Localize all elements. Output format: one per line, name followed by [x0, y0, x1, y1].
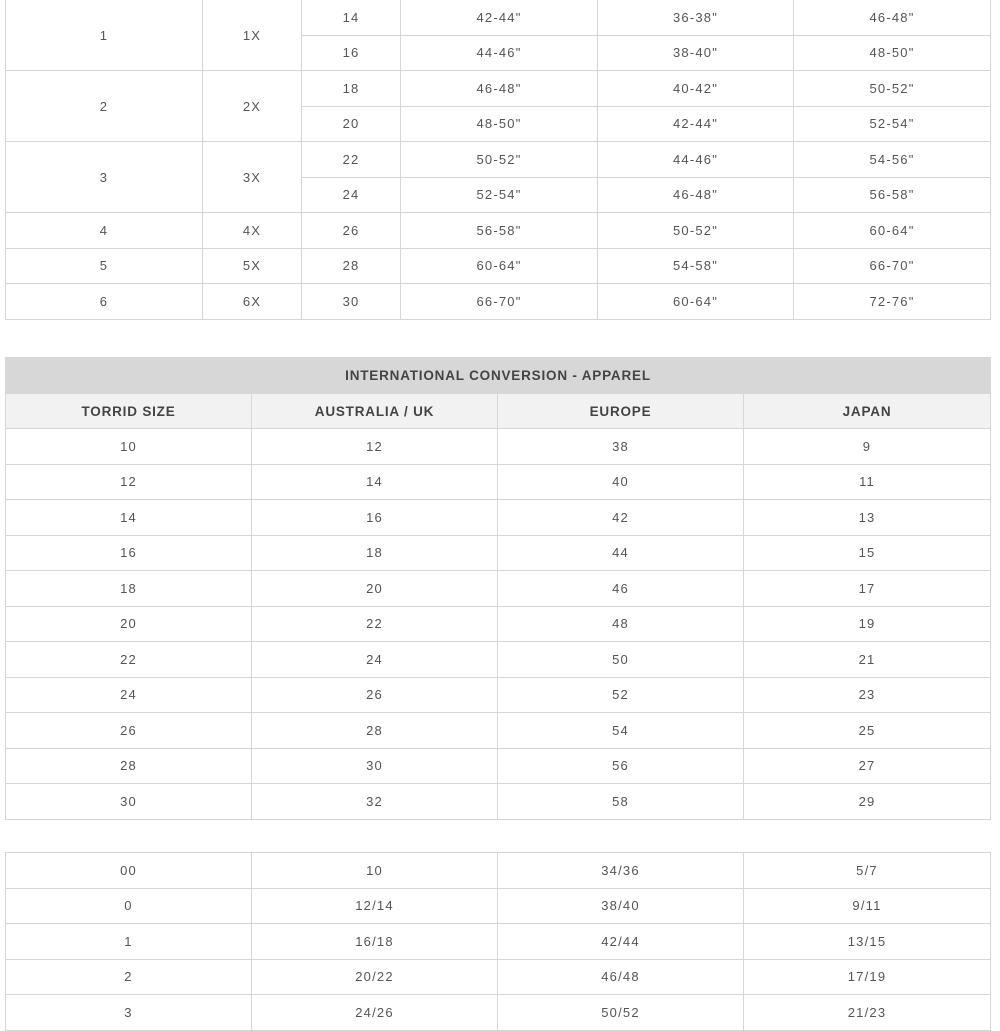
- bust-cell: 66-70": [401, 284, 598, 320]
- us-size-cell: 30: [302, 284, 401, 320]
- table-row: [6, 924, 991, 960]
- europe-cell: 58: [498, 784, 744, 820]
- europe-cell: 52: [498, 677, 744, 713]
- us-size-cell: 14: [302, 0, 401, 35]
- table-row: [6, 748, 991, 784]
- australia-uk-cell: 26: [252, 677, 498, 713]
- international-conversion-table: [5, 357, 991, 820]
- table-row: [6, 71, 991, 107]
- torrid-size-cell: 28: [6, 748, 252, 784]
- japan-cell: 29: [744, 784, 991, 820]
- column-header-japan: JAPAN: [744, 394, 991, 429]
- torrid-size-cell: 24: [6, 677, 252, 713]
- us-size-cell: 16: [302, 35, 401, 71]
- table-row: [6, 535, 991, 571]
- europe-cell: 40: [498, 464, 744, 500]
- letter-size-cell: 2X: [203, 71, 302, 142]
- europe-cell: 34/36: [498, 853, 744, 889]
- torrid-size-cell: 10: [6, 429, 252, 465]
- table-row: [6, 642, 991, 678]
- table-row: [6, 571, 991, 607]
- torrid-size-cell: 5: [6, 248, 203, 284]
- waist-cell: 50-52": [598, 213, 794, 249]
- europe-cell: 56: [498, 748, 744, 784]
- torrid-size-cell: 3: [6, 142, 203, 213]
- torrid-size-cell: 26: [6, 713, 252, 749]
- australia-uk-cell: 22: [252, 606, 498, 642]
- torrid-size-cell: 1: [6, 0, 203, 71]
- australia-uk-cell: 16: [252, 500, 498, 536]
- australia-uk-cell: 30: [252, 748, 498, 784]
- hip-cell: 60-64": [794, 213, 991, 249]
- table-row: [6, 677, 991, 713]
- australia-uk-cell: 20/22: [252, 959, 498, 995]
- torrid-size-cell: 1: [6, 924, 252, 960]
- japan-cell: 17/19: [744, 959, 991, 995]
- europe-cell: 38/40: [498, 888, 744, 924]
- bust-cell: 42-44": [401, 0, 598, 35]
- torrid-size-cell: 20: [6, 606, 252, 642]
- europe-cell: 46: [498, 571, 744, 607]
- letter-size-cell: 5X: [203, 248, 302, 284]
- table-row: [6, 853, 991, 889]
- europe-cell: 54: [498, 713, 744, 749]
- waist-cell: 60-64": [598, 284, 794, 320]
- us-size-cell: 26: [302, 213, 401, 249]
- hip-cell: 54-56": [794, 142, 991, 178]
- column-header-europe: EUROPE: [498, 394, 744, 429]
- torrid-size-cell: 14: [6, 500, 252, 536]
- waist-cell: 46-48": [598, 177, 794, 213]
- table-row: [6, 959, 991, 995]
- australia-uk-cell: 28: [252, 713, 498, 749]
- torrid-size-cell: 4: [6, 213, 203, 249]
- us-size-cell: 18: [302, 71, 401, 107]
- hip-cell: 56-58": [794, 177, 991, 213]
- hip-cell: 48-50": [794, 35, 991, 71]
- europe-cell: 38: [498, 429, 744, 465]
- letter-size-cell: 1X: [203, 0, 302, 71]
- europe-cell: 48: [498, 606, 744, 642]
- size-measurement-table: [5, 0, 991, 320]
- bust-cell: 48-50": [401, 106, 598, 142]
- us-size-cell: 20: [302, 106, 401, 142]
- table-title: INTERNATIONAL CONVERSION - APPAREL: [6, 358, 991, 394]
- australia-uk-cell: 24/26: [252, 995, 498, 1031]
- hip-cell: 66-70": [794, 248, 991, 284]
- australia-uk-cell: 24: [252, 642, 498, 678]
- small-size-conversion-table: [5, 852, 991, 1031]
- bust-cell: 60-64": [401, 248, 598, 284]
- hip-cell: 46-48": [794, 0, 991, 35]
- japan-cell: 9/11: [744, 888, 991, 924]
- torrid-size-cell: 2: [6, 71, 203, 142]
- us-size-cell: 24: [302, 177, 401, 213]
- letter-size-cell: 4X: [203, 213, 302, 249]
- japan-cell: 5/7: [744, 853, 991, 889]
- torrid-size-cell: 30: [6, 784, 252, 820]
- table-row: [6, 606, 991, 642]
- bust-cell: 52-54": [401, 177, 598, 213]
- japan-cell: 23: [744, 677, 991, 713]
- europe-cell: 44: [498, 535, 744, 571]
- table-row: [6, 888, 991, 924]
- column-header-torrid-size: TORRID SIZE: [6, 394, 252, 429]
- torrid-size-cell: 00: [6, 853, 252, 889]
- japan-cell: 17: [744, 571, 991, 607]
- europe-cell: 50/52: [498, 995, 744, 1031]
- us-size-cell: 28: [302, 248, 401, 284]
- australia-uk-cell: 20: [252, 571, 498, 607]
- table-row: [6, 784, 991, 820]
- table-row: [6, 284, 991, 320]
- hip-cell: 50-52": [794, 71, 991, 107]
- torrid-size-cell: 2: [6, 959, 252, 995]
- australia-uk-cell: 12/14: [252, 888, 498, 924]
- australia-uk-cell: 32: [252, 784, 498, 820]
- hip-cell: 52-54": [794, 106, 991, 142]
- table-row: [6, 0, 991, 35]
- table-row: [6, 713, 991, 749]
- column-header-australia-uk: AUSTRALIA / UK: [252, 394, 498, 429]
- europe-cell: 46/48: [498, 959, 744, 995]
- table-row: [6, 464, 991, 500]
- japan-cell: 15: [744, 535, 991, 571]
- japan-cell: 25: [744, 713, 991, 749]
- torrid-size-cell: 3: [6, 995, 252, 1031]
- bust-cell: 46-48": [401, 71, 598, 107]
- australia-uk-cell: 14: [252, 464, 498, 500]
- australia-uk-cell: 18: [252, 535, 498, 571]
- letter-size-cell: 6X: [203, 284, 302, 320]
- torrid-size-cell: 18: [6, 571, 252, 607]
- hip-cell: 72-76": [794, 284, 991, 320]
- australia-uk-cell: 10: [252, 853, 498, 889]
- waist-cell: 44-46": [598, 142, 794, 178]
- japan-cell: 21: [744, 642, 991, 678]
- table-row: [6, 500, 991, 536]
- us-size-cell: 22: [302, 142, 401, 178]
- torrid-size-cell: 0: [6, 888, 252, 924]
- japan-cell: 11: [744, 464, 991, 500]
- japan-cell: 19: [744, 606, 991, 642]
- torrid-size-cell: 6: [6, 284, 203, 320]
- japan-cell: 13: [744, 500, 991, 536]
- table-row: [6, 213, 991, 249]
- waist-cell: 36-38": [598, 0, 794, 35]
- japan-cell: 13/15: [744, 924, 991, 960]
- bust-cell: 44-46": [401, 35, 598, 71]
- torrid-size-cell: 22: [6, 642, 252, 678]
- table-row: [6, 248, 991, 284]
- waist-cell: 54-58": [598, 248, 794, 284]
- bust-cell: 50-52": [401, 142, 598, 178]
- waist-cell: 40-42": [598, 71, 794, 107]
- japan-cell: 27: [744, 748, 991, 784]
- letter-size-cell: 3X: [203, 142, 302, 213]
- japan-cell: 9: [744, 429, 991, 465]
- waist-cell: 38-40": [598, 35, 794, 71]
- australia-uk-cell: 16/18: [252, 924, 498, 960]
- torrid-size-cell: 12: [6, 464, 252, 500]
- waist-cell: 42-44": [598, 106, 794, 142]
- europe-cell: 42/44: [498, 924, 744, 960]
- europe-cell: 50: [498, 642, 744, 678]
- torrid-size-cell: 16: [6, 535, 252, 571]
- table-row: [6, 429, 991, 465]
- table-row: [6, 142, 991, 178]
- bust-cell: 56-58": [401, 213, 598, 249]
- japan-cell: 21/23: [744, 995, 991, 1031]
- australia-uk-cell: 12: [252, 429, 498, 465]
- europe-cell: 42: [498, 500, 744, 536]
